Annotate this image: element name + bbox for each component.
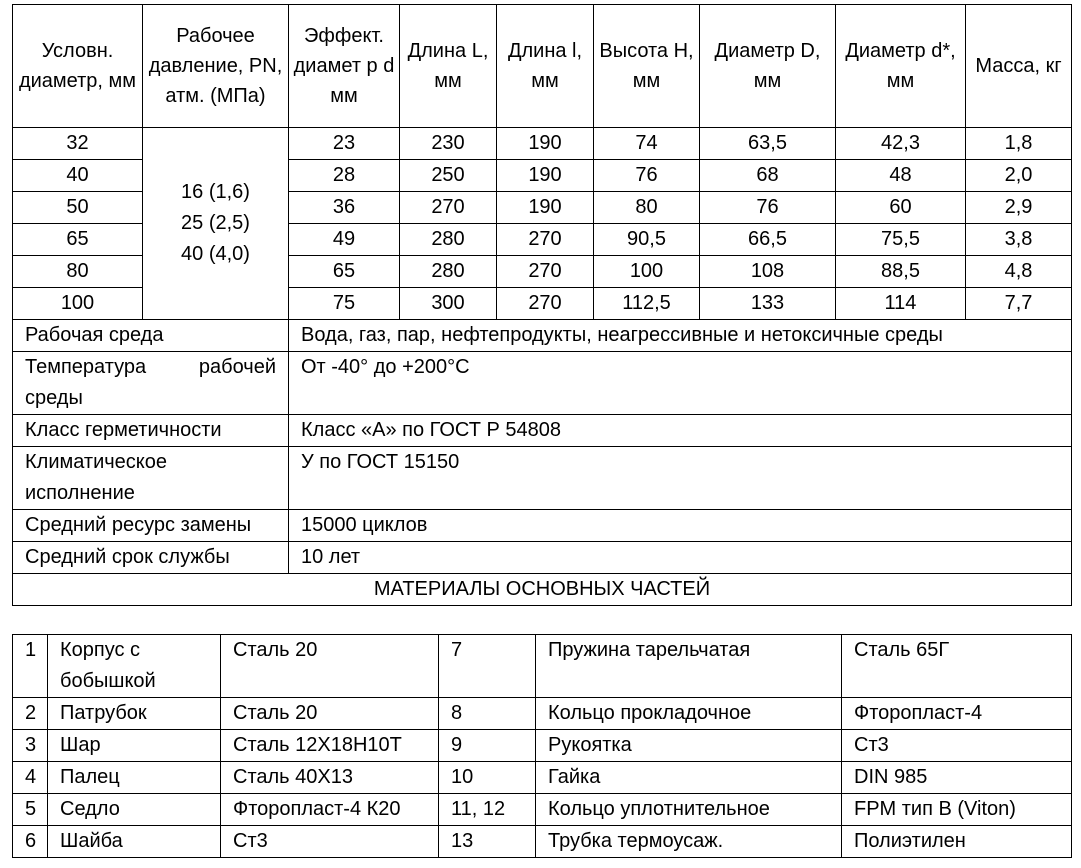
materials-cell: 5 bbox=[13, 794, 48, 826]
table-cell: 190 bbox=[497, 128, 594, 160]
materials-cell: Рукоятка bbox=[536, 730, 842, 762]
materials-cell: 10 bbox=[439, 762, 536, 794]
materials-row bbox=[13, 635, 1072, 698]
table-cell: 63,5 bbox=[700, 128, 836, 160]
property-label-text: Рабочая среда bbox=[25, 324, 164, 346]
table-cell: 74 bbox=[594, 128, 700, 160]
table-cell: 88,5 bbox=[836, 256, 966, 288]
spec-data-row bbox=[13, 128, 1072, 160]
header-cell: Диаметр D, мм bbox=[700, 5, 836, 128]
materials-cell: Шайба bbox=[48, 826, 221, 858]
property-value: От -40° до +200°С bbox=[289, 352, 1072, 415]
header-cell: Высота H, мм bbox=[594, 5, 700, 128]
table-cell: 42,3 bbox=[836, 128, 966, 160]
header-cell: Диаметр d*, мм bbox=[836, 5, 966, 128]
property-label bbox=[13, 447, 289, 510]
materials-cell: Сталь 40Х13 bbox=[221, 762, 439, 794]
table-cell: 280 bbox=[400, 256, 497, 288]
table-cell: 270 bbox=[497, 256, 594, 288]
table-cell: 76 bbox=[700, 192, 836, 224]
property-label bbox=[13, 352, 289, 415]
materials-cell: 6 bbox=[13, 826, 48, 858]
table-cell: 2,0 bbox=[966, 160, 1072, 192]
table-cell: 133 bbox=[700, 288, 836, 320]
table-cell: 280 bbox=[400, 224, 497, 256]
table-cell: 112,5 bbox=[594, 288, 700, 320]
table-cell: 270 bbox=[497, 288, 594, 320]
materials-cell: Корпус с бобышкой bbox=[48, 635, 221, 698]
table-cell: 100 bbox=[13, 288, 143, 320]
property-label-text: Температура рабочей среды bbox=[25, 356, 276, 409]
table-cell: 250 bbox=[400, 160, 497, 192]
property-row bbox=[13, 510, 1072, 542]
materials-cell: 1 bbox=[13, 635, 48, 698]
property-label-text: Средний ресурс замены bbox=[25, 514, 252, 536]
table-cell: 114 bbox=[836, 288, 966, 320]
pressure-cell bbox=[143, 128, 289, 320]
table-cell: 1,8 bbox=[966, 128, 1072, 160]
materials-cell: Кольцо уплотнительное bbox=[536, 794, 842, 826]
table-cell: 80 bbox=[594, 192, 700, 224]
header-cell: Длина L, мм bbox=[400, 5, 497, 128]
table-cell: 32 bbox=[13, 128, 143, 160]
property-label bbox=[13, 542, 289, 574]
table-cell: 2,9 bbox=[966, 192, 1072, 224]
property-value: 15000 циклов bbox=[289, 510, 1072, 542]
property-value: Вода, газ, пар, нефтепродукты, неагрессивные и нетоксичные среды bbox=[289, 320, 1072, 352]
materials-cell: 13 bbox=[439, 826, 536, 858]
materials-row bbox=[13, 698, 1072, 730]
property-label-text: Климатическое исполнение bbox=[25, 451, 168, 504]
property-label bbox=[13, 510, 289, 542]
table-cell: 3,8 bbox=[966, 224, 1072, 256]
materials-cell: 2 bbox=[13, 698, 48, 730]
materials-cell: 4 bbox=[13, 762, 48, 794]
table-cell: 7,7 bbox=[966, 288, 1072, 320]
materials-cell: Патрубок bbox=[48, 698, 221, 730]
materials-cell: FPM тип В (Viton) bbox=[842, 794, 1072, 826]
materials-row bbox=[13, 826, 1072, 858]
materials-cell: Палец bbox=[48, 762, 221, 794]
header-cell: Эффект. диамет р d мм bbox=[289, 5, 400, 128]
table-cell: 270 bbox=[400, 192, 497, 224]
materials-cell: Сталь 20 bbox=[221, 698, 439, 730]
materials-cell: Сталь 65Г bbox=[842, 635, 1072, 698]
property-value: Класс «А» по ГОСТ Р 54808 bbox=[289, 415, 1072, 447]
header-cell: Длина l, мм bbox=[497, 5, 594, 128]
materials-cell: Фторопласт-4 bbox=[842, 698, 1072, 730]
table-cell: 40 bbox=[13, 160, 143, 192]
header-cell: Рабочее давление, PN, атм. (МПа) bbox=[143, 5, 289, 128]
table-cell: 23 bbox=[289, 128, 400, 160]
materials-row bbox=[13, 794, 1072, 826]
property-row bbox=[13, 415, 1072, 447]
header-cell: Масса, кг bbox=[966, 5, 1072, 128]
header-cell: Условн. диаметр, мм bbox=[13, 5, 143, 128]
materials-cell: 9 bbox=[439, 730, 536, 762]
table-cell: 100 bbox=[594, 256, 700, 288]
property-label bbox=[13, 415, 289, 447]
section-title: МАТЕРИАЛЫ ОСНОВНЫХ ЧАСТЕЙ bbox=[13, 574, 1072, 606]
materials-cell: Сталь 20 bbox=[221, 635, 439, 698]
table-cell: 75 bbox=[289, 288, 400, 320]
materials-cell: Фторопласт-4 К20 bbox=[221, 794, 439, 826]
property-label-text: Средний срок службы bbox=[25, 546, 230, 568]
property-label-text: Класс герметичности bbox=[25, 419, 222, 441]
materials-row bbox=[13, 730, 1072, 762]
property-row bbox=[13, 447, 1072, 510]
materials-cell: 3 bbox=[13, 730, 48, 762]
spec-header-row bbox=[13, 5, 1072, 128]
property-value: 10 лет bbox=[289, 542, 1072, 574]
table-cell: 190 bbox=[497, 192, 594, 224]
materials-row bbox=[13, 762, 1072, 794]
property-row bbox=[13, 542, 1072, 574]
table-cell: 108 bbox=[700, 256, 836, 288]
materials-cell: 8 bbox=[439, 698, 536, 730]
pressure-value: 25 (2,5) bbox=[181, 212, 250, 234]
table-cell: 270 bbox=[497, 224, 594, 256]
table-cell: 4,8 bbox=[966, 256, 1072, 288]
table-cell: 66,5 bbox=[700, 224, 836, 256]
table-cell: 80 bbox=[13, 256, 143, 288]
table-cell: 65 bbox=[13, 224, 143, 256]
table-cell: 230 bbox=[400, 128, 497, 160]
materials-cell: Полиэтилен bbox=[842, 826, 1072, 858]
materials-cell: Пружина тарельчатая bbox=[536, 635, 842, 698]
materials-table bbox=[12, 634, 1072, 858]
pressure-value: 40 (4,0) bbox=[181, 243, 250, 265]
materials-cell: 7 bbox=[439, 635, 536, 698]
materials-cell: Сталь 12Х18Н10Т bbox=[221, 730, 439, 762]
table-cell: 28 bbox=[289, 160, 400, 192]
property-row bbox=[13, 320, 1072, 352]
table-cell: 36 bbox=[289, 192, 400, 224]
materials-cell: 11, 12 bbox=[439, 794, 536, 826]
table-cell: 48 bbox=[836, 160, 966, 192]
pressure-value: 16 (1,6) bbox=[181, 181, 250, 203]
table-cell: 75,5 bbox=[836, 224, 966, 256]
section-row bbox=[13, 574, 1072, 606]
table-cell: 76 bbox=[594, 160, 700, 192]
materials-cell: DIN 985 bbox=[842, 762, 1072, 794]
materials-cell: Кольцо прокладочное bbox=[536, 698, 842, 730]
materials-cell: Трубка термоусаж. bbox=[536, 826, 842, 858]
table-cell: 68 bbox=[700, 160, 836, 192]
table-cell: 300 bbox=[400, 288, 497, 320]
table-cell: 50 bbox=[13, 192, 143, 224]
table-cell: 90,5 bbox=[594, 224, 700, 256]
materials-cell: Гайка bbox=[536, 762, 842, 794]
property-value: У по ГОСТ 15150 bbox=[289, 447, 1072, 510]
table-cell: 49 bbox=[289, 224, 400, 256]
materials-cell: Ст3 bbox=[221, 826, 439, 858]
materials-cell: Ст3 bbox=[842, 730, 1072, 762]
table-cell: 60 bbox=[836, 192, 966, 224]
property-row bbox=[13, 352, 1072, 415]
materials-cell: Шар bbox=[48, 730, 221, 762]
materials-cell: Седло bbox=[48, 794, 221, 826]
property-label bbox=[13, 320, 289, 352]
table-cell: 190 bbox=[497, 160, 594, 192]
spec-table bbox=[12, 4, 1072, 606]
table-cell: 65 bbox=[289, 256, 400, 288]
